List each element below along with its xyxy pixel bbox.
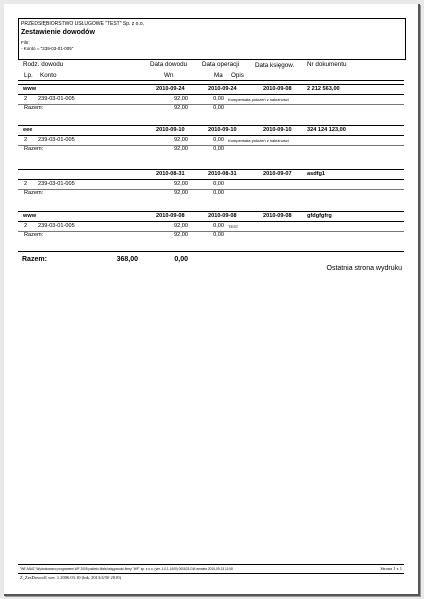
line-lp: 2 <box>24 137 28 143</box>
razem-wn: 92,00 <box>174 105 188 111</box>
group-line-row <box>18 96 404 105</box>
group-razem-row <box>18 232 404 240</box>
page-footer <box>18 564 404 574</box>
group-nr-dokumentu: 324 124 123,00 <box>307 127 346 133</box>
group-data-dowodu: 2010-09-10 <box>156 127 185 133</box>
col-ma: Ma <box>214 72 223 79</box>
group-data-operacji: 2010-09-10 <box>208 127 237 133</box>
group-razem-row <box>18 146 404 154</box>
report-header <box>18 18 406 60</box>
group-data-dowodu: 2010-08-31 <box>156 171 185 177</box>
razem-wn: 92,00 <box>174 190 188 196</box>
col-lp: Lp. <box>24 72 33 79</box>
grand-total-ma: 0,00 <box>174 256 188 263</box>
group-header-row <box>18 125 404 136</box>
grand-total-wn: 368,00 <box>116 256 138 263</box>
group-rodz: www <box>23 213 37 219</box>
col-data-operacji: Data operacji <box>202 61 240 68</box>
line-wn: 92,00 <box>174 223 188 229</box>
group-razem-row <box>18 190 404 198</box>
group-header-row <box>18 84 404 95</box>
group-rodz: www <box>23 86 37 92</box>
razem-ma: 0,00 <box>213 105 224 111</box>
group-data-dowodu: 2010-09-24 <box>156 86 185 92</box>
group-data-dowodu: 2010-09-08 <box>156 213 185 219</box>
group-nr-dokumentu: gfdgfgfrg <box>307 213 332 219</box>
group-header-row <box>18 211 404 222</box>
line-ma: 0,00 <box>213 181 224 187</box>
line-ma: 0,00 <box>213 137 224 143</box>
line-lp: 2 <box>24 223 28 229</box>
group-data-operacji: 2010-09-24 <box>208 86 237 92</box>
footer-program-info: "WF-MAG" Wydrukowano programem WF 2005 pakietu Mała księgowość firmy "WF" sp. z o.o. (ver. 1.0.1.1400) 000623-Gt/I-emalea 2010-09-13 11:08 <box>20 567 233 571</box>
line-konto: 239-03-01-005 <box>38 96 75 102</box>
company-name: PRZEDSIĘBIORSTWO USŁUGOWE "TEST" Sp. z o.o. <box>21 21 145 27</box>
report-page <box>4 4 420 596</box>
report-id: Z_ZesDowod1 wer. 1.2006.03.10 (lnk. 2013/4/50 2010) <box>20 575 121 580</box>
grand-total-label: Razem: <box>22 256 47 263</box>
line-ma: 0,00 <box>213 223 224 229</box>
line-lp: 2 <box>24 96 28 102</box>
col-opis: Opis <box>231 72 244 79</box>
line-ma: 0,00 <box>213 96 224 102</box>
razem-ma: 0,00 <box>213 190 224 196</box>
filter-value: - Konto = "239-03-01-005" <box>21 46 74 51</box>
column-header <box>18 60 404 81</box>
line-wn: 92,00 <box>174 181 188 187</box>
page-number: Strona 1 z 1 <box>380 566 402 571</box>
group-nr-dokumentu: 2 212 563,00 <box>307 86 340 92</box>
group-line-row <box>18 223 404 232</box>
col-data-ksiegowania: Data księgow. <box>255 62 295 69</box>
line-wn: 92,00 <box>174 137 188 143</box>
line-lp: 2 <box>24 181 28 187</box>
razem-ma: 0,00 <box>213 146 224 152</box>
group-data-ksiegowania: 2010-09-10 <box>263 127 292 133</box>
group-line-row <box>18 137 404 146</box>
group-header-row <box>18 169 404 180</box>
group-data-ksiegowania: 2010-09-08 <box>263 213 292 219</box>
group-data-ksiegowania: 2010-09-07 <box>263 171 292 177</box>
group-razem-row <box>18 105 404 113</box>
razem-label: Razem: <box>24 190 44 196</box>
filter-label: Filtr: <box>21 40 30 45</box>
razem-wn: 92,00 <box>174 146 188 152</box>
line-opis: TEST <box>228 224 239 229</box>
line-opis: Kompensata położeń z należności <box>228 97 289 102</box>
col-wn: Wn <box>164 72 174 79</box>
group-data-operacji: 2010-09-08 <box>208 213 237 219</box>
line-konto: 239-03-01-005 <box>38 137 75 143</box>
razem-ma: 0,00 <box>213 232 224 238</box>
razem-label: Razem: <box>24 232 44 238</box>
razem-label: Razem: <box>24 146 44 152</box>
line-konto: 239-03-01-005 <box>38 223 75 229</box>
col-rodz-dowodu: Rodz. dowodu <box>23 61 64 68</box>
group-nr-dokumentu: asdfg1 <box>307 171 326 177</box>
col-data-dowodu: Data dowodu <box>150 61 188 68</box>
razem-wn: 92,00 <box>174 232 188 238</box>
col-konto: Konto <box>40 72 57 79</box>
group-data-ksiegowania: 2010-09-08 <box>263 86 292 92</box>
razem-label: Razem: <box>24 105 44 111</box>
line-wn: 92,00 <box>174 96 188 102</box>
line-opis: Kompensata położeń z należności <box>228 138 289 143</box>
group-data-operacji: 2010-08-31 <box>208 171 237 177</box>
col-nr-dokumentu: Nr dokumentu <box>307 61 347 68</box>
group-line-row <box>18 181 404 190</box>
last-page-note: Ostatnia strona wydruku <box>326 265 402 272</box>
group-rodz: eee <box>23 127 33 133</box>
line-konto: 239-03-01-005 <box>38 181 75 187</box>
report-title: Zestawienie dowodów <box>21 29 95 36</box>
total-separator <box>18 251 404 252</box>
